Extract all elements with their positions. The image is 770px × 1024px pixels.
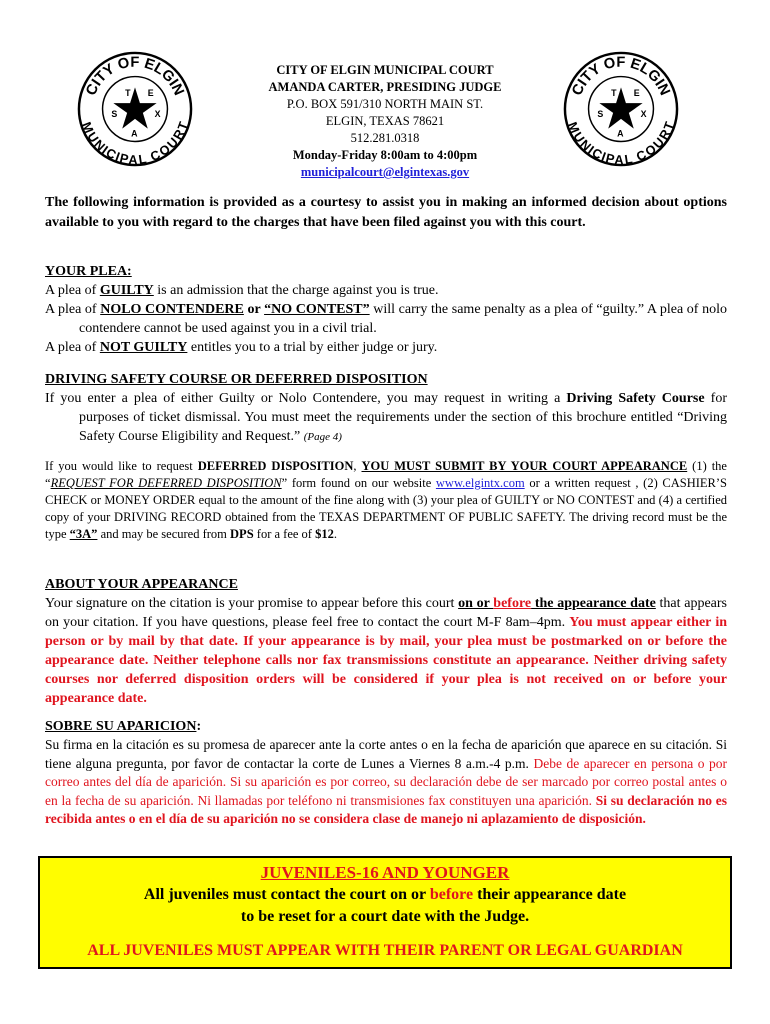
juveniles-line-1: All juveniles must contact the court on or before their appearance date bbox=[143, 886, 627, 903]
seal-bottom-text: MUNICIPAL COURT bbox=[78, 119, 192, 168]
court-seal-right-icon bbox=[562, 50, 680, 168]
driving-safety-text: If you enter a plea of either Guilty or Nolo Contendere, you may request in writing a Driving Safety Course for purposes of ticket dismissal. You must meet the requirements under the section of this brochure entitled “Driving Safety Course Eligibility and Request.” (Page 4) bbox=[45, 391, 727, 444]
deferred-form-name: REQUEST FOR DEFERRED DISPOSITION bbox=[50, 476, 282, 490]
seal-letter-e: E bbox=[147, 88, 154, 99]
seal-letter-t: T bbox=[125, 88, 131, 99]
seal-top-text: CITY OF ELGIN bbox=[83, 54, 187, 99]
seal-letter-x: X bbox=[154, 108, 161, 119]
driving-safety-title: DRIVING SAFETY COURSE OR DEFERRED DISPOSITION bbox=[45, 372, 428, 387]
intro-paragraph: The following information is provided as a courtesy to assist you in making an informed decision about options available to you with regard to the charges that have been filed against you with this court. bbox=[45, 195, 727, 230]
seal-letter-s: S bbox=[597, 108, 604, 119]
appearance-section bbox=[45, 575, 727, 708]
sobre-title: SOBRE SU APARICION bbox=[45, 719, 197, 734]
appearance-title: ABOUT YOUR APPEARANCE bbox=[45, 577, 238, 592]
plea-not-guilty: A plea of NOT GUILTY entitles you to a trial by either judge or jury. bbox=[45, 340, 438, 355]
seal-letter-x: X bbox=[640, 108, 647, 119]
svg-text:MUNICIPAL COURT bbox=[79, 120, 191, 168]
presiding-judge: AMANDA CARTER, PRESIDING JUDGE bbox=[268, 80, 502, 94]
sobre-section: SOBRE SU APARICION: Su firma en la citación es su promesa de aparecer ante la corte antes o en la fecha de aparición que aparece en su citación. Si tiene alguna pregunta, por favor de contactar la corte de Lunes a Viernes 8 a.m.-4 p.m. Debe de aparecer en persona o por correo antes del día de aparición. Si su aparición es por correo, su declaración debe de ser marcado por correo postal antes o en la fecha de su aparición. Ni llamadas por teléfono ni transmisiones fax constituyen una aparición. Si su declaración no es recibida antes o en el día de su aparición no se considera clase de manejo ni aplazamiento de disposición. bbox=[45, 717, 727, 829]
plea-nolo: A plea of NOLO CONTENDERE or “NO CONTEST” will carry the same penalty as a plea of “guilty.” A plea of nolo contendere cannot be used against you in a civil trial. bbox=[45, 302, 727, 336]
seal-top-text: CITY OF ELGIN bbox=[569, 54, 673, 99]
juveniles-notice-box bbox=[38, 856, 732, 969]
office-hours: Monday-Friday 8:00am to 4:00pm bbox=[292, 148, 478, 162]
seal-letter-s: S bbox=[111, 108, 118, 119]
seal-letter-e: E bbox=[633, 88, 640, 99]
sobre-text: Su firma en la citación es su promesa de aparecer ante la corte antes o en la fecha de aparición que aparece en su citación. Si tiene alguna pregunta, por favor de contactar la corte de Lunes a Viernes 8 a.m.-4 p.m. Debe de aparecer en persona o por correo antes del día de aparición. Si su aparición es por correo, su declaración debe de ser marcado por correo postal antes o en la fecha de su aparición. Ni llamadas por teléfono ni transmisiones fax constituyen una aparición. Si su declaración no es recibida antes o en el día de su aparición no se considera clase de manejo ni aplazamiento de disposición. bbox=[45, 737, 727, 826]
plea-title: YOUR PLEA: bbox=[45, 264, 132, 279]
juveniles-line-2: to be reset for a court date with the Judge. bbox=[240, 908, 530, 925]
court-header bbox=[200, 62, 570, 181]
website-link[interactable]: www.elgintx.com bbox=[435, 476, 525, 490]
seal-letter-t: T bbox=[611, 88, 617, 99]
email-link[interactable]: municipalcourt@elgintexas.gov bbox=[300, 165, 470, 179]
city-state-zip: ELGIN, TEXAS 78621 bbox=[325, 114, 445, 128]
appearance-text: Your signature on the citation is your promise to appear before this court on or before the appearance date that appears on your citation. If you have questions, please feel free to contact the court M-F 8am–4pm. You must appear either in person or by mail by that date. If your appearance is by mail, your plea must be postmarked on or before the appearance date. Neither telephone calls nor fax transmissions constitute an appearance. Neither driving safety courses nor deferred disposition orders will be considered if your plea is not received on or before your appearance date. bbox=[45, 596, 728, 706]
juveniles-guardian-notice: ALL JUVENILES MUST APPEAR WITH THEIR PARENT OR LEGAL GUARDIAN bbox=[87, 942, 683, 959]
seal-letter-a: A bbox=[131, 128, 138, 139]
phone-number: 512.281.0318 bbox=[350, 131, 420, 145]
juveniles-title: JUVENILES-16 AND YOUNGER bbox=[260, 863, 510, 882]
svg-text:MUNICIPAL COURT bbox=[565, 120, 677, 168]
deferred-disposition-text: If you would like to request DEFERRED DISPOSITION, YOU MUST SUBMIT BY YOUR COURT APPEARANCE (1) the “REQUEST FOR DEFERRED DISPOSITION” form found on our website www.elgintx.com or a written request , (2) CASHIER’S CHECK or MONEY ORDER equal to the amount of the fine along with (3) your plea of GUILTY or NO CONTEST and (4) a certified copy of your DRIVING RECORD obtained from the TEXAS DEPARTMENT OF PUBLIC SAFETY. The driving record must be the type “3A” and may be secured from DPS for a fee of $12. bbox=[45, 459, 727, 541]
court-seal-left-icon bbox=[76, 50, 194, 168]
seal-letter-a: A bbox=[617, 128, 624, 139]
driving-safety-section bbox=[45, 370, 727, 447]
mailing-address: P.O. BOX 591/310 NORTH MAIN ST. bbox=[286, 97, 484, 111]
seal-bottom-text: MUNICIPAL COURT bbox=[564, 119, 678, 168]
court-name: CITY OF ELGIN MUNICIPAL COURT bbox=[276, 63, 494, 77]
plea-guilty: A plea of GUILTY is an admission that the charge against you is true. bbox=[45, 283, 439, 298]
plea-section bbox=[45, 262, 727, 357]
